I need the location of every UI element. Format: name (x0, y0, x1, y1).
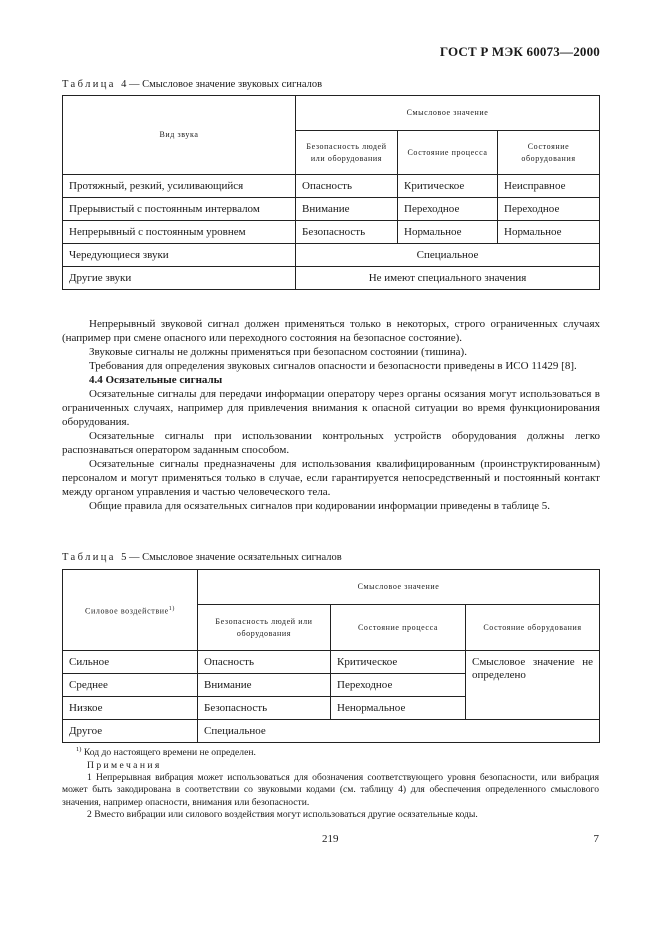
table5-cell-process: Переходное (331, 674, 466, 697)
paragraph: Осязательные сигналы для передачи информации оператору через органы осязания могут использоваться в ограниченных случаях, например для привлечения внимания к опасной ситуации во время функционирования оборудования. (62, 388, 600, 428)
table5-subheader-safety: Безопасность людей или оборудования (198, 605, 331, 651)
table5-cell-equipment-merged: Смысловое значение не определено (466, 651, 600, 720)
table5-header-force-text: Силовое воздействие (85, 606, 169, 616)
table4-cell-type: Прерывистый с постоянным интервалом (63, 198, 296, 221)
table4-subheader-safety: Безопасность людей или оборудования (296, 131, 398, 175)
table-row (63, 175, 600, 198)
paragraph: Непрерывный звуковой сигнал должен применяться только в некоторых, строго ограниченных случаях (например при смене опасного или переходного состояния на безопасное состояние). (62, 318, 600, 344)
paragraph: Осязательные сигналы при использовании контрольных устройств оборудования должны легко распознаваться оператором заданным способом. (62, 430, 600, 456)
table4-cell-process: Переходное (398, 198, 498, 221)
table4-header-type: Вид звука (63, 96, 296, 175)
table5-cell-safety: Внимание (198, 674, 331, 697)
table4-cell-equipment: Неисправное (498, 175, 600, 198)
document-code: ГОСТ Р МЭК 60073—2000 (439, 44, 600, 59)
table5-cell-merged: Специальное (198, 720, 600, 743)
table4-caption-word: Таблица (62, 79, 116, 90)
table5-caption-word: Таблица (62, 552, 116, 563)
table5-notes (62, 744, 599, 822)
table5-subheader-process: Состояние процесса (331, 605, 466, 651)
footnote-text: Код до настоящего времени не определен. (83, 747, 256, 759)
table4 (62, 95, 600, 290)
table4-caption-text: 4 — Смысловое значение звуковых сигналов (121, 79, 323, 90)
notes-title: Примечания (87, 759, 162, 771)
table4-cell-type: Чередующиеся звуки (63, 244, 296, 267)
table5-caption-text: 5 — Смысловое значение осязательных сигналов (121, 552, 342, 563)
table4-cell-merged: Не имеют специального значения (296, 267, 600, 290)
table4-cell-process: Критическое (398, 175, 498, 198)
table4-cell-process: Нормальное (398, 221, 498, 244)
table4-cell-equipment: Переходное (498, 198, 600, 221)
footnote-mark: 1) (76, 746, 82, 753)
table5-cell-force: Другое (63, 720, 198, 743)
table4-cell-safety: Безопасность (296, 221, 398, 244)
table5-header-meaning: Смысловое значение (198, 570, 600, 605)
table4-cell-merged: Специальное (296, 244, 600, 267)
table5-cell-force: Сильное (63, 651, 198, 674)
table4-cell-type: Непрерывный с постоянным уровнем (63, 221, 296, 244)
table4-cell-safety: Внимание (296, 198, 398, 221)
table4-cell-equipment: Нормальное (498, 221, 600, 244)
body-text (62, 317, 600, 513)
table-row (63, 651, 600, 674)
table5-cell-process: Критическое (331, 651, 466, 674)
table5-caption (62, 552, 342, 563)
table5-cell-force: Низкое (63, 697, 198, 720)
footnote (62, 744, 599, 760)
paragraph: Звуковые сигналы не должны применяться при безопасном состоянии (тишина). (89, 346, 467, 358)
table5-cell-force: Среднее (63, 674, 198, 697)
section-heading: 4.4 Осязательные сигналы (89, 374, 223, 386)
table4-subheader-process: Состояние процесса (398, 131, 498, 175)
page-number: 219 (322, 833, 339, 845)
paragraph: Осязательные сигналы предназначены для использования квалифицированным (проинструктированным) персоналом и могут применяться только в случае, если гарантируется непосредственный и постоянный контакт между органом управления и частью человеческого тела. (62, 458, 600, 498)
table-row (63, 720, 600, 743)
table-row (63, 244, 600, 267)
paragraph: Требования для определения звуковых сигналов опасности и безопасности приведены в ИСО 11429 [8]. (89, 360, 577, 372)
table-row (63, 267, 600, 290)
table-row (63, 221, 600, 244)
table4-cell-type: Протяжный, резкий, усиливающийся (63, 175, 296, 198)
note-item: 2 Вместо вибрации или силового воздействия могут использоваться другие осязательные коды. (87, 809, 478, 821)
table-row (63, 198, 600, 221)
table5-cell-process: Ненормальное (331, 697, 466, 720)
table5-cell-safety: Безопасность (198, 697, 331, 720)
side-number: 7 (593, 833, 599, 845)
table4-cell-type: Другие звуки (63, 267, 296, 290)
footnote-ref: 1) (168, 605, 175, 612)
table5-subheader-equipment: Состояние оборудования (466, 605, 600, 651)
table5-header-force (63, 570, 198, 651)
note-item: 1 Непрерывная вибрация может использоваться для обозначения соответствующего уровня безопасности, или вибрация может быть закодирована в соответствии со звуковыми кодами (см. таблицу 4) для обеспечения определенного смыслового значения, например опасности, внимания или безопасности. (62, 772, 599, 808)
table4-subheader-equipment: Состояние оборудования (498, 131, 600, 175)
table4-header-meaning: Смысловое значение (296, 96, 600, 131)
paragraph: Общие правила для осязательных сигналов при кодировании информации приведены в таблице 5. (89, 500, 550, 512)
table5-cell-safety: Опасность (198, 651, 331, 674)
table4-cell-safety: Опасность (296, 175, 398, 198)
table4-caption (62, 79, 322, 90)
table5 (62, 569, 600, 743)
